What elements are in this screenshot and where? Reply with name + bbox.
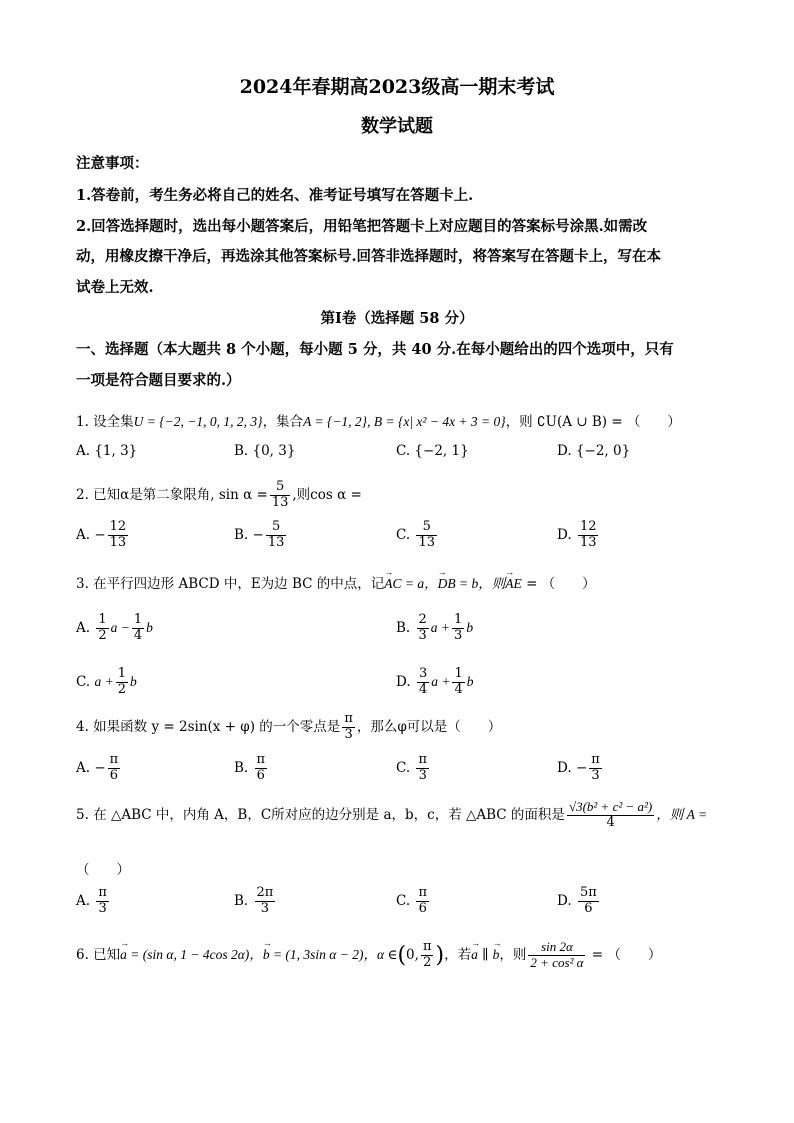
- notice-item-2-line-3: 试卷上无效.: [76, 279, 154, 296]
- q4-fraction: $\frac{\pi}{3}$: [344, 711, 353, 742]
- q3-vector-ae: → AE: [505, 576, 522, 592]
- question-3: 3. 在平行四边形 ABCD 中，E为边 BC 的中点，记→ AC = a，→ DB = b，则→ AE = （ ）: [76, 572, 596, 592]
- q1-option-a[interactable]: A. {1, 3}: [76, 443, 138, 459]
- q3-vector-ac: → AC: [384, 576, 401, 592]
- exam-title: 2024年春期高2023级高一期末考试: [239, 76, 555, 98]
- notice-heading: 注意事项：: [76, 155, 149, 172]
- q2-option-c[interactable]: C. $\frac{5}{13}$: [396, 519, 435, 550]
- notice-item-2-line-1: 2.回答选择题时，选出每小题答案后，用铅笔把答题卡上对应题目的答案标号涂黑.如需改: [76, 218, 648, 235]
- section-heading-line-2: 一项是符合题目要求的.）: [76, 372, 241, 389]
- q6-fraction: $\frac{\sin 2\alpha}{\text{2 + cos² α}}$: [530, 939, 584, 970]
- q1-option-c[interactable]: C. {−2, 1}: [396, 443, 469, 459]
- q3-option-d[interactable]: D. $\frac{3}{4}$ a + $\frac{1}{4}$ b: [396, 666, 474, 697]
- q2-option-b[interactable]: B. − $\frac{5}{13}$: [234, 519, 285, 550]
- q6-vector-b: → b: [263, 947, 270, 963]
- q1-tail: ，则 ∁U(A ∪ B) = （ ）: [505, 414, 681, 430]
- q1-option-b[interactable]: B. {0, 3}: [234, 443, 296, 459]
- q3-option-c[interactable]: C. a + $\frac{1}{2}$ b: [76, 666, 137, 697]
- q3-vector-db: → DB: [438, 576, 456, 592]
- q5-option-b[interactable]: B. $\frac{2\pi}{3}$: [234, 885, 274, 916]
- q2-fraction: $\frac{5}{13}$: [271, 479, 289, 510]
- q4-option-a[interactable]: A. − $\frac{\pi}{6}$: [76, 752, 119, 783]
- q5-option-c[interactable]: C. $\frac{\pi}{6}$: [396, 885, 427, 916]
- q1-option-d[interactable]: D. {−2, 0}: [557, 443, 631, 459]
- q4-option-d[interactable]: D. − $\frac{\pi}{3}$: [557, 752, 600, 783]
- q3-option-b[interactable]: B. $\frac{2}{3}$ a + $\frac{1}{3}$ b: [396, 612, 474, 643]
- question-4: [76, 712, 501, 743]
- q6-vector-a: → a: [120, 947, 127, 963]
- q4-option-b[interactable]: B. $\frac{\pi}{6}$: [234, 752, 266, 783]
- q1-mid: ，集合: [262, 414, 304, 430]
- q6-prefix: 6. 已知: [76, 946, 121, 963]
- q1-prefix: 1. 设全集: [76, 414, 134, 430]
- q4-prefix: 4. 如果函数 y = 2sin(x + φ) 的一个零点是: [76, 718, 341, 735]
- question-6: 6. 已知→ a = (sin α, 1 − 4cos 2α)，→ b = (1, 3sin α − 2)，α ∈(0, $\frac{\pi}{2}$ )，若→ a ∥ → b，则 $\frac{\sin 2\alpha}{\text{2 + cos² α}}$ = （ ）: [76, 940, 661, 971]
- q6-interval-fraction: $\frac{\pi}{2}$: [422, 939, 432, 970]
- q3-prefix: 3. 在平行四边形 ABCD 中，E为边 BC 的中点，记: [76, 576, 385, 592]
- q3-option-a[interactable]: A. $\frac{1}{2}$ a − $\frac{1}{4}$ b: [76, 612, 153, 643]
- exam-subtitle: 数学试题: [361, 116, 433, 137]
- question-5: [76, 800, 707, 831]
- notice-item-1: 1.答卷前，考生务必将自己的姓名、准考证号填写在答题卡上.: [76, 187, 474, 204]
- notice-item-2-line-2: 动，用橡皮擦干净后，再选涂其他答案标号.回答非选择题时，将答案写在答题卡上，写在本: [76, 248, 662, 265]
- q2-tail: ,则cos α =: [292, 486, 362, 503]
- q2-option-d[interactable]: D. $\frac{12}{13}$: [557, 519, 597, 550]
- q1-sets: A = {−1, 2}, B = {x| x² − 4x + 3 = 0}: [303, 414, 506, 429]
- question-1: [76, 410, 681, 430]
- volume-heading: 第I卷（选择题 58 分）: [320, 310, 474, 327]
- q5-tail: ，则 A =: [656, 806, 708, 822]
- section-heading-line-1: 一、选择题（本大题共 8 个小题，每小题 5 分，共 40 分.在每小题给出的四个选项中，只有: [76, 341, 674, 358]
- q2-prefix: 2. 已知α是第二象限角, sin α =: [76, 486, 268, 503]
- q5-paren: （ ）: [76, 862, 130, 878]
- q1-universe: U = {−2, −1, 0, 1, 2, 3}: [133, 414, 263, 429]
- q5-option-a[interactable]: A. $\frac{\pi}{3}$: [76, 885, 107, 916]
- q5-prefix: 5. 在 △ABC 中，内角 A，B，C所对应的边分别是 a，b，c，若 △ABC 的面积是: [76, 806, 565, 823]
- q4-tail: ，那么φ可以是（ ）: [356, 718, 502, 735]
- q5-option-d[interactable]: D. $\frac{5\pi}{6}$: [557, 885, 597, 916]
- question-2: [76, 480, 362, 511]
- q4-option-c[interactable]: C. $\frac{\pi}{3}$: [396, 752, 427, 783]
- q5-fraction: $\frac{\text{√3(b² + c² − a²)}}{4}$: [568, 799, 653, 830]
- q2-option-a[interactable]: A. − $\frac{12}{13}$: [76, 519, 127, 550]
